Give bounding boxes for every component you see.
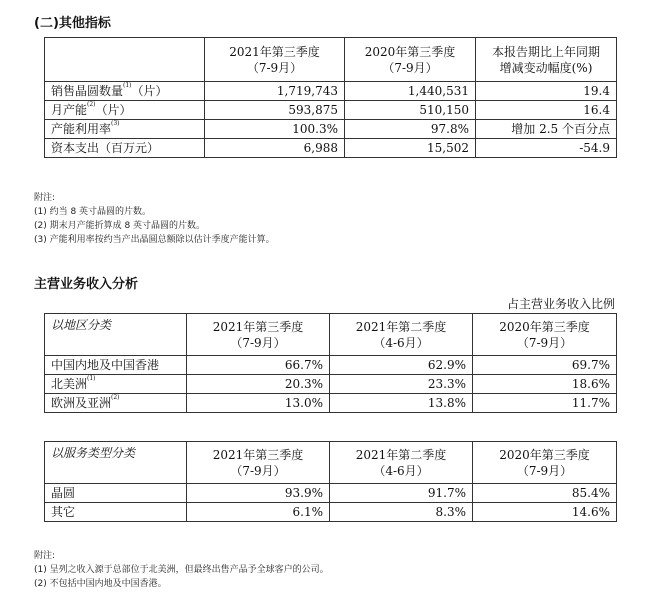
row-label: 欧洲及亚洲$^{(2)}$ (45, 394, 187, 413)
row-label: 其它 (45, 503, 187, 522)
cell-value: 14.6% (473, 503, 617, 522)
cell-value: 100.3% (205, 120, 345, 139)
row-label: 产能利用率$^{(3)}$ (45, 120, 205, 139)
cell-value: 1,719,743 (205, 82, 345, 101)
table-caption: 占主营业务收入比例 (506, 297, 615, 311)
note-line: 附注: (34, 193, 56, 203)
header-cell: 2021年第三季度 （7-9月） (187, 442, 330, 484)
region-revenue-table (44, 313, 617, 413)
cell-value: 66.7% (187, 356, 330, 375)
note-line: (2) 不包括中国内地及中国香港。 (34, 579, 167, 589)
header-cell-empty (45, 38, 205, 82)
header-cell: 以服务类型分类 (45, 442, 187, 484)
cell-value: 6,988 (205, 139, 345, 158)
notes-other-indicators (34, 191, 275, 247)
notes-revenue-analysis (34, 549, 329, 591)
table-row (45, 120, 617, 139)
cell-value: 18.6% (473, 375, 617, 394)
cell-value: 增加 2.5 个百分点 (476, 120, 617, 139)
header-cell: 以地区分类 (45, 314, 187, 356)
row-label: 晶圆 (45, 484, 187, 503)
table-row (45, 375, 617, 394)
section-title-revenue-analysis: 主营业务收入分析 (34, 277, 139, 292)
table-row (45, 101, 617, 120)
row-label: 资本支出（百万元） (45, 139, 205, 158)
table-row (45, 82, 617, 101)
header-cell: 2021年第三季度 （7-9月） (205, 38, 345, 82)
service-revenue-table (44, 441, 617, 522)
table-row (45, 394, 617, 413)
cell-value: 20.3% (187, 375, 330, 394)
note-line: (2) 期末月产能折算成 8 英寸晶圆的片数。 (34, 221, 206, 231)
cell-value: -54.9 (476, 139, 617, 158)
header-cell: 2021年第二季度 （4-6月） (330, 314, 473, 356)
note-line: (1) 呈列之收入源于总部位于北美洲，但最终出售产品予全球客户的公司。 (34, 565, 329, 575)
table-row (45, 484, 617, 503)
row-label: 月产能$^{(2)}$（片） (45, 101, 205, 120)
header-cell: 2021年第二季度 （4-6月） (330, 442, 473, 484)
cell-value: 62.9% (330, 356, 473, 375)
cell-value: 510,150 (345, 101, 476, 120)
table-row (45, 139, 617, 158)
table-header-row (45, 442, 617, 484)
header-cell: 2021年第三季度 （7-9月） (187, 314, 330, 356)
table-header-row (45, 314, 617, 356)
cell-value: 15,502 (345, 139, 476, 158)
cell-value: 1,440,531 (345, 82, 476, 101)
note-line: (3) 产能利用率按约当产出晶圆总额除以估计季度产能计算。 (34, 235, 275, 245)
row-label: 北美洲$^{(1)}$ (45, 375, 187, 394)
cell-value: 13.8% (330, 394, 473, 413)
section-title-other-indicators: (二)其他指标 (34, 16, 111, 31)
note-line: (1) 约当 8 英寸晶圆的片数。 (34, 207, 152, 217)
cell-value: 69.7% (473, 356, 617, 375)
header-cell: 2020年第三季度 （7-9月） (473, 442, 617, 484)
cell-value: 6.1% (187, 503, 330, 522)
header-cell: 2020年第三季度 （7-9月） (473, 314, 617, 356)
cell-value: 85.4% (473, 484, 617, 503)
cell-value: 16.4 (476, 101, 617, 120)
cell-value: 97.8% (345, 120, 476, 139)
note-line: 附注: (34, 551, 56, 561)
header-cell: 2020年第三季度 （7-9月） (345, 38, 476, 82)
cell-value: 13.0% (187, 394, 330, 413)
cell-value: 91.7% (330, 484, 473, 503)
cell-value: 593,875 (205, 101, 345, 120)
cell-value: 23.3% (330, 375, 473, 394)
cell-value: 19.4 (476, 82, 617, 101)
row-label: 中国内地及中国香港 (45, 356, 187, 375)
other-indicators-table (44, 37, 617, 158)
row-label: 销售晶圆数量$^{(1)}$（片） (45, 82, 205, 101)
table-row (45, 503, 617, 522)
cell-value: 93.9% (187, 484, 330, 503)
header-cell: 本报告期比上年同期 增减变动幅度(%) (476, 38, 617, 82)
cell-value: 8.3% (330, 503, 473, 522)
table-header-row (45, 38, 617, 82)
table-row (45, 356, 617, 375)
cell-value: 11.7% (473, 394, 617, 413)
